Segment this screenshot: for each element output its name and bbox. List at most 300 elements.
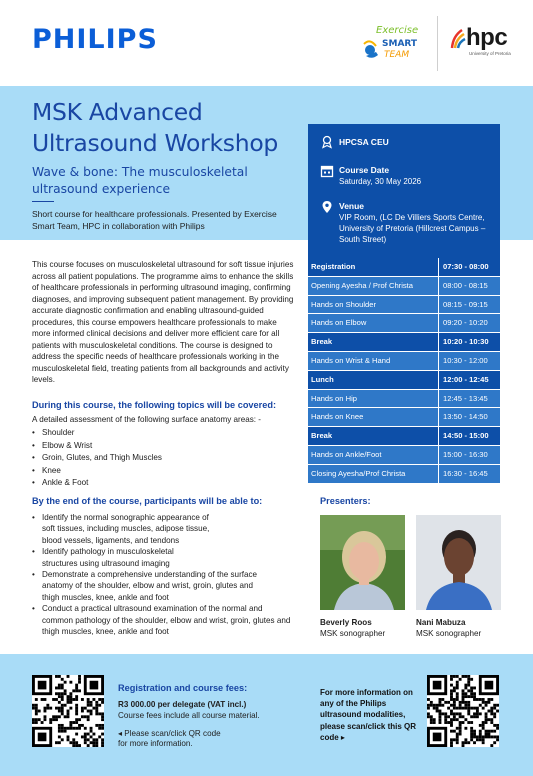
qr-module [456, 735, 459, 738]
qr-module [55, 715, 58, 718]
qr-module [58, 684, 61, 687]
qr-module [98, 727, 101, 730]
qr-module [35, 704, 38, 707]
qr-module [101, 741, 104, 744]
qr-module [90, 730, 93, 733]
qr-module [453, 704, 456, 707]
schedule-time: 10:20 - 10:30 [438, 333, 500, 351]
qr-module [64, 689, 67, 692]
presenter-photo-graphic [416, 515, 501, 610]
qr-module [456, 733, 459, 736]
qr-module [75, 733, 78, 736]
qr-module [67, 695, 70, 698]
qr-module [101, 718, 104, 721]
qr-module [479, 704, 482, 707]
qr-module [78, 678, 81, 681]
qr-module [476, 715, 479, 718]
qr-module [485, 704, 488, 707]
qr-module [467, 689, 470, 692]
qr-module [69, 681, 72, 684]
qr-module [75, 744, 78, 747]
qr-module [101, 738, 104, 741]
qr-code-icon[interactable] [32, 675, 104, 747]
qr-module [464, 718, 467, 721]
qr-module [490, 707, 493, 710]
qr-module [55, 675, 58, 678]
qr-module [55, 687, 58, 690]
qr-module [487, 701, 490, 704]
qr-module [473, 730, 476, 733]
qr-module [49, 718, 52, 721]
qr-module [496, 724, 499, 727]
qr-module [98, 735, 101, 738]
qr-module [459, 724, 462, 727]
qr-module [61, 692, 64, 695]
qr-module [44, 707, 47, 710]
qr-module [84, 707, 87, 710]
qr-module [92, 741, 95, 744]
qr-module [75, 687, 78, 690]
qr-module [67, 675, 70, 678]
qr-module [101, 712, 104, 715]
qr-module [61, 727, 64, 730]
qr-finder-mark [433, 733, 442, 742]
presenter-role: MSK sonographer [416, 629, 482, 638]
qr-module [44, 715, 47, 718]
qr-module [44, 710, 47, 713]
date-label: Course Date [339, 165, 390, 175]
header [0, 0, 533, 86]
qr-code-graphic [427, 675, 499, 747]
qr-code-icon[interactable] [427, 675, 499, 747]
hpc-logo [450, 26, 528, 60]
qr-module [467, 707, 470, 710]
qr-module [90, 735, 93, 738]
qr-module [35, 712, 38, 715]
list-item: • Identify pathology in musculoskeletal structures using ultrasound imaging [32, 546, 202, 569]
qr-module [87, 704, 90, 707]
qr-module [67, 710, 70, 713]
qr-module [479, 735, 482, 738]
qr-module [470, 735, 473, 738]
qr-module [450, 721, 453, 724]
qr-module [35, 698, 38, 701]
table-row [308, 427, 500, 446]
qr-module [493, 704, 496, 707]
qr-module [32, 704, 35, 707]
date-value: Saturday, 30 May 2026 [339, 177, 422, 186]
qr-module [470, 730, 473, 733]
list-item: • Ankle & Foot [32, 477, 162, 490]
qr-module [453, 689, 456, 692]
logo-word-smart: SMART [382, 39, 418, 49]
qr-module [459, 704, 462, 707]
qr-module [456, 695, 459, 698]
logo-word-team: TEAM [384, 50, 410, 60]
qr-module [64, 681, 67, 684]
qr-module [482, 707, 485, 710]
schedule-item: Hands on Shoulder [311, 299, 377, 309]
qr-module [87, 698, 90, 701]
qr-module [453, 715, 456, 718]
qr-module [453, 701, 456, 704]
qr-module [450, 730, 453, 733]
qr-module [55, 692, 58, 695]
qr-module [464, 701, 467, 704]
qr-module [84, 715, 87, 718]
qr-module [473, 707, 476, 710]
qr-module [467, 678, 470, 681]
schedule-item: Hands on Knee [311, 412, 364, 422]
qr-module [81, 715, 84, 718]
qr-module [470, 715, 473, 718]
qr-module [427, 715, 430, 718]
qr-module [476, 738, 479, 741]
schedule-time: 13:50 - 14:50 [438, 408, 500, 426]
qr-module [462, 675, 465, 678]
qr-module [75, 695, 78, 698]
qr-module [439, 715, 442, 718]
qr-module [453, 698, 456, 701]
qr-module [473, 712, 476, 715]
qr-module [95, 738, 98, 741]
qr-module [41, 721, 44, 724]
qr-module [447, 715, 450, 718]
list-item: • Shoulder [32, 427, 162, 440]
table-row [308, 314, 500, 333]
qr-module [439, 710, 442, 713]
qr-module [87, 701, 90, 704]
qr-module [467, 704, 470, 707]
qr-module [58, 715, 61, 718]
qr-finder-mark [433, 681, 442, 690]
qr-module [482, 721, 485, 724]
qr-module [473, 695, 476, 698]
qr-module [67, 715, 70, 718]
qr-module [67, 701, 70, 704]
philips-logo: PHILIPS [32, 24, 158, 55]
fee-note: Course fees include all course material. [118, 711, 260, 720]
qr-module [78, 689, 81, 692]
qr-module [453, 687, 456, 690]
presenter-photo-nani-mabuza [416, 515, 501, 610]
qr-module [84, 735, 87, 738]
qr-module [90, 727, 93, 730]
schedule-time: 10:30 - 12:00 [438, 352, 500, 370]
table-row [308, 371, 500, 390]
qr-module [441, 704, 444, 707]
page-subtitle: Wave & bone: The musculoskeletal ultrasound experience [32, 165, 248, 196]
qr-module [482, 698, 485, 701]
qr-module [46, 707, 49, 710]
qr-module [61, 710, 64, 713]
qr-module [46, 704, 49, 707]
qr-module [490, 735, 493, 738]
presenter-name: Nani Mabuza [416, 618, 466, 627]
qr-module [67, 698, 70, 701]
qr-module [493, 741, 496, 744]
qr-module [64, 730, 67, 733]
qr-module [453, 675, 456, 678]
qr-module [464, 675, 467, 678]
qr-module [87, 744, 90, 747]
qr-module [92, 738, 95, 741]
qr-module [95, 701, 98, 704]
qr-module [430, 721, 433, 724]
qr-module [482, 724, 485, 727]
qr-module [72, 741, 75, 744]
qr-module [58, 730, 61, 733]
qr-module [98, 724, 101, 727]
qr-module [81, 735, 84, 738]
schedule-time: 09:20 - 10:20 [438, 314, 500, 332]
qr-module [87, 718, 90, 721]
qr-module [58, 724, 61, 727]
qr-module [467, 721, 470, 724]
qr-module [464, 687, 467, 690]
qr-module [87, 715, 90, 718]
qr-module [61, 704, 64, 707]
qr-module [487, 730, 490, 733]
qr-module [487, 718, 490, 721]
qr-module [52, 698, 55, 701]
qr-module [75, 710, 78, 713]
qr-module [101, 724, 104, 727]
table-row [308, 465, 500, 484]
qr-module [95, 704, 98, 707]
qr-module [490, 744, 493, 747]
qr-module [467, 712, 470, 715]
list-item: • Demonstrate a comprehensive understanding of the surface anatomy of the shoulder, elbow and wrist, groin, glutes and thigh muscles, knee, ankle and foot [32, 569, 264, 603]
qr-module [485, 735, 488, 738]
schedule-time: 08:15 - 09:15 [438, 296, 500, 314]
scan-instruction-2: for more information. [118, 739, 193, 748]
qr-module [464, 704, 467, 707]
qr-module [490, 721, 493, 724]
qr-module [487, 733, 490, 736]
qr-module [476, 710, 479, 713]
qr-module [72, 744, 75, 747]
qr-module [464, 692, 467, 695]
qr-module [459, 707, 462, 710]
qr-module [450, 684, 453, 687]
qr-module [87, 738, 90, 741]
table-row [308, 390, 500, 409]
qr-module [467, 681, 470, 684]
scan-instruction: ◂ Please scan/click QR code [118, 729, 221, 738]
qr-module [462, 744, 465, 747]
qr-module [496, 735, 499, 738]
qr-module [456, 698, 459, 701]
qr-module [81, 707, 84, 710]
qr-module [433, 721, 436, 724]
table-row [308, 352, 500, 371]
qr-module [72, 721, 75, 724]
list-item: • Knee [32, 465, 162, 478]
qr-module [450, 704, 453, 707]
qr-module [450, 675, 453, 678]
schedule-item: Hands on Ankle/Foot [311, 449, 382, 459]
qr-module [476, 698, 479, 701]
fee-amount: R3 000.00 per delegate (VAT incl.) [118, 700, 247, 709]
qr-module [78, 727, 81, 730]
presenter-photo-graphic [320, 515, 405, 610]
qr-module [444, 712, 447, 715]
title-line-1: MSK Advanced [32, 98, 203, 126]
qr-module [456, 738, 459, 741]
qr-module [58, 710, 61, 713]
qr-module [87, 733, 90, 736]
outcomes-list [32, 512, 294, 637]
qr-module [67, 735, 70, 738]
qr-module [485, 701, 488, 704]
qr-module [52, 715, 55, 718]
schedule-item: Break [311, 431, 333, 441]
schedule-item: Hands on Elbow [311, 318, 367, 328]
qr-module [493, 724, 496, 727]
logo-divider [437, 16, 438, 71]
schedule-time: 12:00 - 12:45 [438, 371, 500, 389]
qr-module [64, 704, 67, 707]
qr-module [439, 712, 442, 715]
qr-module [61, 678, 64, 681]
qr-module [450, 695, 453, 698]
qr-module [464, 741, 467, 744]
qr-module [427, 707, 430, 710]
qr-module [470, 727, 473, 730]
award-icon [320, 135, 334, 149]
topics-heading: During this course, the following topics will be covered: [32, 400, 277, 410]
qr-module [450, 744, 453, 747]
exercise-smart-team-logo-graphic [362, 22, 424, 62]
qr-module [55, 698, 58, 701]
qr-module [69, 692, 72, 695]
qr-finder-mark [90, 681, 99, 690]
qr-module [430, 715, 433, 718]
qr-module [485, 718, 488, 721]
schedule-item: Closing Ayesha/Prof Christa [311, 468, 406, 478]
qr-module [470, 687, 473, 690]
qr-module [485, 721, 488, 724]
qr-module [473, 733, 476, 736]
qr-module [441, 698, 444, 701]
schedule-item: Break [311, 337, 333, 347]
calendar-icon [320, 164, 334, 178]
hpc-subtext: University of Pretoria [469, 51, 511, 56]
qr-module [69, 698, 72, 701]
qr-module [90, 704, 93, 707]
qr-module [69, 724, 72, 727]
qr-module [456, 712, 459, 715]
table-row [308, 277, 500, 296]
list-item: • Identify the normal sonographic appearance of soft tissues, including muscles, adipose tissue, blood vessels, ligaments, and tendons [32, 512, 220, 546]
divider [32, 201, 54, 202]
venue-label: Venue [339, 201, 365, 211]
qr-code-graphic [32, 675, 104, 747]
qr-module [439, 704, 442, 707]
qr-module [95, 707, 98, 710]
qr-module [436, 710, 439, 713]
qr-module [75, 727, 78, 730]
qr-module [485, 730, 488, 733]
qr-module [496, 704, 499, 707]
qr-module [84, 727, 87, 730]
qr-module [90, 701, 93, 704]
qr-module [35, 707, 38, 710]
qr-module [479, 738, 482, 741]
schedule-time: 08:00 - 08:15 [438, 277, 500, 295]
qr-module [473, 698, 476, 701]
fees-heading: Registration and course fees: [118, 683, 248, 693]
qr-module [493, 735, 496, 738]
qr-module [476, 735, 479, 738]
qr-finder-mark [38, 733, 47, 742]
qr-module [61, 698, 64, 701]
qr-module [450, 741, 453, 744]
qr-module [439, 701, 442, 704]
qr-module [38, 710, 41, 713]
qr-module [470, 707, 473, 710]
qr-module [470, 733, 473, 736]
qr-module [473, 735, 476, 738]
hpc-swoosh-icon [450, 28, 466, 50]
qr-module [78, 744, 81, 747]
topics-intro: A detailed assessment of the following surface anatomy areas: - [32, 415, 261, 424]
qr-module [61, 724, 64, 727]
qr-module [490, 730, 493, 733]
qr-module [433, 707, 436, 710]
qr-module [52, 718, 55, 721]
qr-module [61, 738, 64, 741]
schedule-table [308, 258, 500, 484]
more-info-text: For more information on any of the Philips ultrasound modalities, please scan/click this QR code ▸ [320, 688, 417, 742]
qr-module [467, 684, 470, 687]
qr-module [55, 718, 58, 721]
qr-module [467, 710, 470, 713]
qr-module [459, 730, 462, 733]
qr-module [473, 687, 476, 690]
qr-module [58, 741, 61, 744]
qr-module [456, 727, 459, 730]
presenter-name: Beverly Roos [320, 618, 372, 627]
qr-module [64, 692, 67, 695]
qr-module [447, 701, 450, 704]
qr-module [485, 715, 488, 718]
qr-module [436, 704, 439, 707]
qr-module [49, 721, 52, 724]
qr-module [78, 681, 81, 684]
qr-module [462, 689, 465, 692]
qr-module [470, 692, 473, 695]
qr-module [32, 718, 35, 721]
schedule-time: 14:50 - 15:00 [438, 427, 500, 445]
qr-module [436, 707, 439, 710]
qr-module [450, 738, 453, 741]
qr-module [58, 675, 61, 678]
qr-module [459, 678, 462, 681]
qr-module [81, 710, 84, 713]
qr-module [447, 707, 450, 710]
schedule-time: 15:00 - 16:30 [438, 446, 500, 464]
qr-module [72, 698, 75, 701]
qr-module [493, 712, 496, 715]
qr-module [456, 675, 459, 678]
qr-module [476, 707, 479, 710]
qr-module [473, 692, 476, 695]
qr-module [487, 698, 490, 701]
qr-module [496, 738, 499, 741]
qr-module [450, 712, 453, 715]
